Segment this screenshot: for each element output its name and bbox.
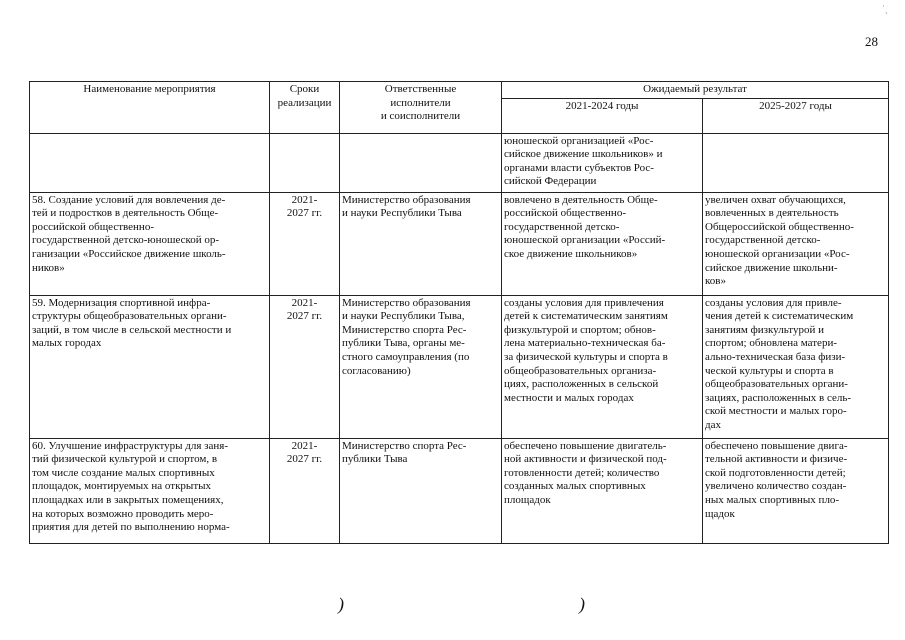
footer-mark-right: ) bbox=[579, 594, 585, 614]
cell-result-2025: обеспечено повышение двига- тельной активности и физиче- ской подготовленности детей; увеличено количество создан- ных малых спортивных пло- щадок bbox=[703, 438, 889, 543]
cell-responsible: Министерство образования и науки Республики Тыва, Министерство спорта Рес- публики Тыва, органы ме- стного самоуправления (по согласованию) bbox=[340, 295, 502, 438]
header-result: Ожидаемый результат bbox=[502, 82, 889, 99]
table-row bbox=[30, 438, 889, 543]
cell-result-2025: созданы условия для привле- чения детей к систематическим занятиям физкультурой и спортом; обновлена матери- ально-техническая база физи- ческой культуры и спорта в общеобразовательных органи- зациях, расположенных в сель- ской местности и малых горо- дах bbox=[703, 295, 889, 438]
cell-responsible: Министерство образования и науки Республики Тыва bbox=[340, 192, 502, 295]
header-result-2025: 2025-2027 годы bbox=[703, 98, 889, 133]
events-table bbox=[29, 81, 889, 544]
cell-term: 2021- 2027 гг. bbox=[270, 295, 340, 438]
cell-term bbox=[270, 133, 340, 192]
cell-result-2021: обеспечено повышение двигатель- ной активности и физической под- готовленности детей; количество созданных малых спортивных площадок bbox=[502, 438, 703, 543]
cell-result-2021: вовлечено в деятельность Обще- российской общественно- государственной детско- юношеской организации «Россий- ское движение школьников» bbox=[502, 192, 703, 295]
header-term: Сроки реализации bbox=[270, 82, 340, 134]
table-header-row bbox=[30, 82, 889, 99]
table-row bbox=[30, 133, 889, 192]
table-row bbox=[30, 192, 889, 295]
header-responsible: Ответственные исполнители и соисполнители bbox=[340, 82, 502, 134]
cell-term: 2021- 2027 гг. bbox=[270, 192, 340, 295]
cell-result-2021: юношеской организацией «Рос- сийское движение школьников» и органами власти субъектов Рос- сийской Федерации bbox=[502, 133, 703, 192]
cell-result-2021: созданы условия для привлечения детей к систематическим занятиям физкультурой и спортом; обнов- лена материально-техническая ба- за физической культуры и спорта в общеобразовательных организа- циях, расположенных в сельской местности и малых городах bbox=[502, 295, 703, 438]
corner-mark: ʿˎ bbox=[882, 4, 888, 14]
footer-mark-left: ) bbox=[338, 594, 344, 614]
cell-name: 60. Улучшение инфраструктуры для заня- тий физической культурой и спортом, в том числе создание малых спортивных площадок, монтируемых на открытых площадках или в закрытых помещениях, на которых возможно проводить меро- приятия для детей по выполнению норма- bbox=[30, 438, 270, 543]
header-result-2021: 2021-2024 годы bbox=[502, 98, 703, 133]
cell-name: 58. Создание условий для вовлечения де- тей и подростков в деятельность Обще- российской общественно- государственной детско-юношеской ор- ганизации «Российское движение школь- ников» bbox=[30, 192, 270, 295]
cell-result-2025: увеличен охват обучающихся, вовлеченных в деятельность Общероссийской общественно- государственной детско- юношеской организации «Рос- сийское движение школьни- ков» bbox=[703, 192, 889, 295]
header-name: Наименование мероприятия bbox=[30, 82, 270, 134]
cell-name bbox=[30, 133, 270, 192]
table-row bbox=[30, 295, 889, 438]
cell-term: 2021- 2027 гг. bbox=[270, 438, 340, 543]
cell-name: 59. Модернизация спортивной инфра- структуры общеобразовательных органи- заций, в том числе в сельской местности и малых городах bbox=[30, 295, 270, 438]
cell-result-2025 bbox=[703, 133, 889, 192]
cell-responsible bbox=[340, 133, 502, 192]
page-number: 28 bbox=[865, 34, 878, 49]
cell-responsible: Министерство спорта Рес- публики Тыва bbox=[340, 438, 502, 543]
